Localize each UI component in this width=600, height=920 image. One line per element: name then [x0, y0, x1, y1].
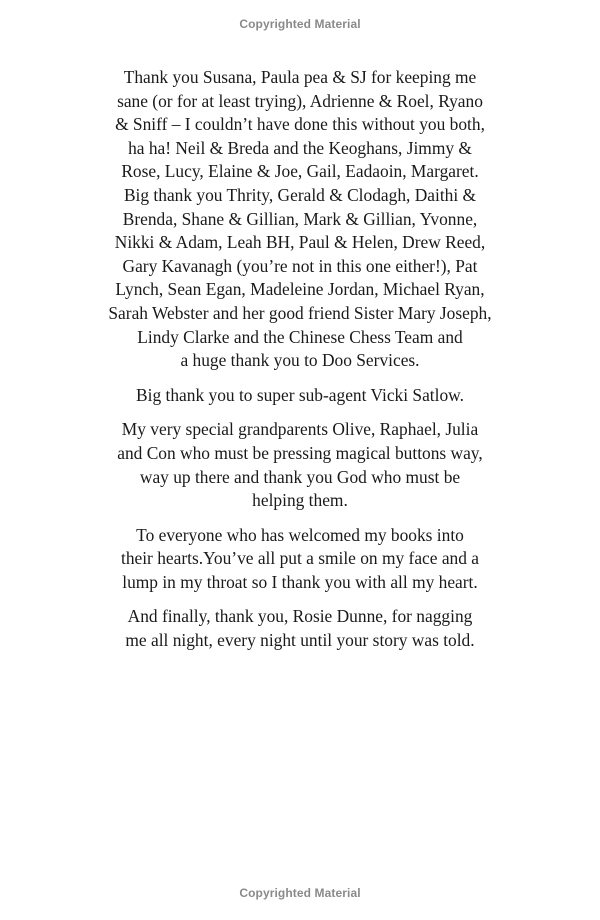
text-line: way up there and thank you God who must be	[139, 466, 461, 487]
text-line: lump in my throat so I thank you with all my heart.	[122, 571, 478, 592]
text-line: Lynch, Sean Egan, Madeleine Jordan, Michael Ryan,	[115, 279, 485, 300]
text-line: ha ha! Neil & Breda and the Keoghans, Jimmy &	[128, 137, 472, 158]
text-line: their hearts.You’ve all put a smile on my face and a	[120, 548, 480, 569]
text-line: Brenda, Shane & Gillian, Mark & Gillian, Yvonne,	[122, 208, 478, 229]
text-line: Thank you Susana, Paula pea & SJ for keeping me	[123, 67, 477, 87]
text-line: & Sniff – I couldn’t have done this without you both,	[115, 114, 485, 135]
paragraph-thanks-rosie	[0, 605, 600, 652]
acknowledgements-text	[0, 66, 600, 664]
text-line: sane (or for at least trying), Adrienne & Roel, Ryano	[117, 90, 483, 111]
copyright-watermark-top: Copyrighted Material	[239, 17, 361, 31]
paragraph-thanks-readers	[0, 524, 600, 595]
text-line: Big thank you to super sub-agent Vicki Satlow.	[136, 384, 464, 405]
paragraph-thanks-grandparents	[0, 418, 600, 512]
text-line: My very special grandparents Olive, Raphael, Julia	[121, 419, 479, 440]
text-line: and Con who must be pressing magical buttons way,	[117, 442, 483, 463]
copyright-watermark-bottom: Copyrighted Material	[239, 886, 361, 900]
text-line: Rose, Lucy, Elaine & Joe, Gail, Eadaoin, Margaret.	[121, 161, 479, 182]
text-line: a huge thank you to Doo Services.	[180, 350, 420, 371]
text-line: To everyone who has welcomed my books into	[136, 524, 464, 545]
text-line: Nikki & Adam, Leah BH, Paul & Helen, Drew Reed,	[114, 232, 486, 253]
text-line: Gary Kavanagh (you’re not in this one either!), Pat	[122, 255, 478, 276]
paragraph-thanks-agent	[0, 384, 600, 408]
text-line: Lindy Clarke and the Chinese Chess Team and	[137, 326, 463, 347]
text-line: And finally, thank you, Rosie Dunne, for nagging	[127, 606, 473, 627]
text-line: me all night, every night until your story was told.	[125, 630, 475, 651]
text-line: Big thank you Thrity, Gerald & Clodagh, Daithi &	[123, 184, 477, 205]
paragraph-thanks-friends	[0, 66, 600, 373]
text-line: Sarah Webster and her good friend Sister Mary Joseph,	[108, 302, 492, 323]
text-line: helping them.	[252, 490, 348, 511]
